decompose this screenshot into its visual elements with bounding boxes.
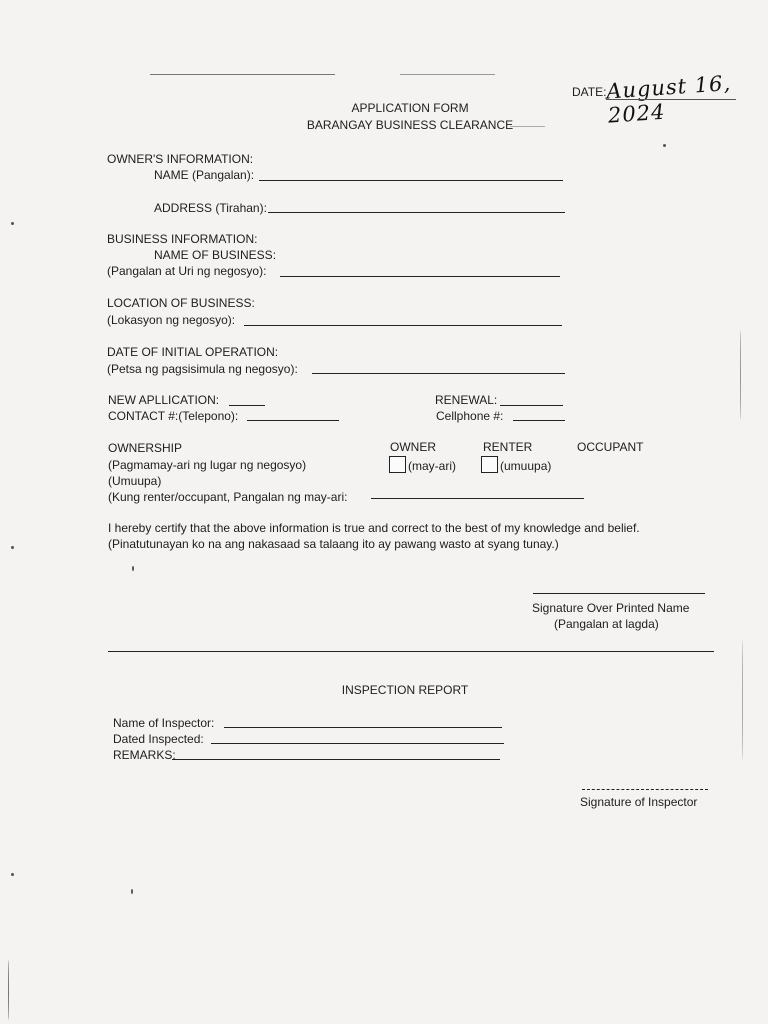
scan-speck	[11, 546, 14, 549]
certify-statement-translation: (Pinatutunayan ko na ang nakasaad sa talaang ito ay pawang wasto at syang tunay.)	[108, 537, 559, 551]
applicant-signature-field[interactable]	[533, 593, 705, 594]
form-title: APPLICATION FORM	[351, 101, 469, 115]
owner-checkbox[interactable]	[389, 456, 406, 473]
business-location-sub-label: (Lokasyon ng negosyo):	[107, 313, 236, 327]
inspector-name-label: Name of Inspector:	[113, 716, 215, 730]
renter-option-label: (umuupa)	[500, 459, 552, 473]
new-application-field[interactable]	[229, 405, 265, 406]
inspector-name-field[interactable]	[224, 727, 502, 728]
date-inspected-field[interactable]	[211, 743, 504, 744]
applicant-signature-sub-label: (Pangalan at lagda)	[554, 617, 659, 631]
renewal-label: RENEWAL:	[435, 393, 498, 407]
cellphone-label: Cellphone #:	[436, 409, 504, 423]
owner-name-field[interactable]	[259, 180, 563, 181]
contact-field[interactable]	[247, 420, 339, 421]
scan-speck	[663, 144, 666, 147]
owner-address-field[interactable]	[268, 212, 565, 213]
scan-speck	[740, 330, 741, 420]
scan-speck	[742, 640, 743, 760]
ownership-heading: OWNERSHIP	[108, 441, 183, 455]
date-inspected-label: Dated Inspected:	[113, 732, 204, 746]
business-location-field[interactable]	[244, 325, 562, 326]
cellphone-field[interactable]	[513, 420, 565, 421]
occupant-column-label: OCCUPANT	[577, 440, 644, 454]
ownership-sub-label-3: (Kung renter/occupant, Pangalan ng may-ari:	[108, 490, 348, 504]
business-name-sub-label: (Pangalan at Uri ng negosyo):	[107, 264, 267, 278]
applicant-signature-label: Signature Over Printed Name	[532, 601, 690, 615]
scan-speck	[131, 889, 133, 894]
ownership-sub-label-1: (Pagmamay-ari ng lugar ng negosyo)	[108, 458, 307, 472]
inspector-signature-label: Signature of Inspector	[580, 795, 698, 809]
form-subtitle: BARANGAY BUSINESS CLEARANCE	[306, 118, 514, 132]
remarks-field[interactable]	[172, 759, 500, 760]
subtitle-rule	[510, 126, 545, 127]
certify-statement: I hereby certify that the above information is true and correct to the best of my knowledge and belief.	[108, 521, 640, 535]
owner-option[interactable]	[389, 456, 456, 473]
new-application-label: NEW APLLICATION:	[108, 393, 220, 407]
landlord-name-field[interactable]	[371, 498, 584, 499]
business-location-label: LOCATION OF BUSINESS:	[107, 296, 255, 310]
owner-name-label: NAME (Pangalan):	[154, 168, 255, 182]
top-rule-right	[400, 74, 495, 75]
remarks-label: REMARKS:	[113, 748, 176, 762]
scan-speck	[11, 873, 14, 876]
initial-operation-label: DATE OF INITIAL OPERATION:	[107, 345, 279, 359]
inspection-report-heading: INSPECTION REPORT	[341, 683, 469, 697]
business-info-heading: BUSINESS INFORMATION:	[107, 232, 258, 246]
owner-column-label: OWNER	[390, 440, 436, 454]
scan-speck	[11, 222, 14, 225]
business-name-field[interactable]	[280, 276, 560, 277]
initial-operation-field[interactable]	[312, 373, 565, 374]
initial-operation-sub-label: (Petsa ng pagsisimula ng negosyo):	[107, 362, 298, 376]
scan-speck	[132, 566, 134, 571]
ownership-sub-label-2: (Umuupa)	[108, 474, 162, 488]
date-line	[606, 99, 736, 100]
date-label: DATE:	[572, 85, 607, 99]
scan-speck	[8, 960, 9, 1020]
top-rule-left	[150, 74, 335, 75]
renewal-field[interactable]	[500, 405, 563, 406]
contact-label: CONTACT #:(Telepono):	[108, 409, 239, 423]
owner-info-heading: OWNER'S INFORMATION:	[107, 152, 254, 166]
section-divider	[108, 651, 714, 652]
inspector-signature-field[interactable]	[582, 789, 708, 790]
renter-checkbox[interactable]	[481, 456, 498, 473]
business-name-label: NAME OF BUSINESS:	[154, 248, 277, 262]
date-handwritten-value[interactable]: August 16, 2024	[605, 70, 732, 128]
owner-option-label: (may-ari)	[408, 459, 456, 473]
renter-option[interactable]	[481, 456, 551, 473]
renter-column-label: RENTER	[483, 440, 533, 454]
owner-address-label: ADDRESS (Tirahan):	[154, 201, 267, 215]
